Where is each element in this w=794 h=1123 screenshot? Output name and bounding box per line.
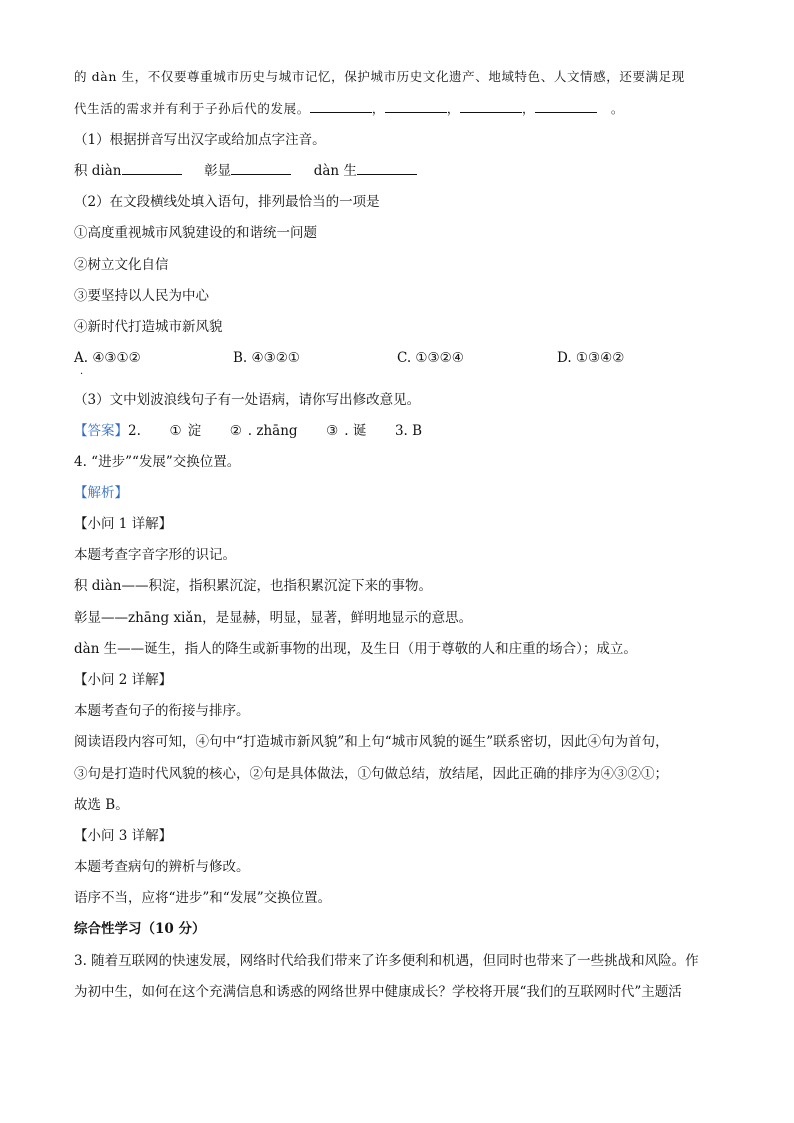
question-3-prompt: （3）文中划波浪线句子有一处语病，请你写出修改意见。 [74,392,421,408]
answer-line-2: 4. “进步”“发展”交换位置。 [74,454,241,470]
option-d[interactable]: D. ①③④② [557,350,625,366]
sub3-line-1: 本题考查病句的辨析与修改。 [74,859,250,875]
question-1-items [74,162,417,180]
sentence-2: ②树立文化自信 [74,257,169,273]
question-1-prompt: （1）根据拼音写出汉字或给加点字注音。 [74,132,326,148]
option-b[interactable]: B. ④③②① [233,350,300,366]
analysis-label: 【解析】 [74,485,128,501]
sub1-line-3: 彰显——zhāng xiǎn，是显赫，明显，显著，鲜明地显示的意思。 [74,610,473,626]
item-1: 积 diàn [74,163,122,179]
section-paragraph-line-1: 3. 随着互联网的快速发展，网络时代给我们带来了许多便利和机遇，但同时也带来了一些挑战和风险。作 [74,953,699,969]
answer-4: 3. B [394,423,423,439]
sub-question-3-title: 【小问 3 详解】 [74,828,173,844]
sub2-line-4: 故选 B。 [74,797,129,813]
answer-line [74,422,422,440]
sub2-line-3: ③句是打造时代风貌的核心，②句是具体做法，①句做总结，放结尾，因此正确的排序为④③②①； [74,766,668,782]
item-3-blank[interactable] [357,162,417,175]
paragraph-continuation-line-1: 的 dàn 生，不仅要尊重城市历史与城市记忆，保护城市历史文化遗产、地域特色、人文情感，还要满足现 [74,69,685,84]
sub1-line-4: dàn 生——诞生，指人的降生或新事物的出现，及生日（用于尊敬的人和庄重的场合）；成立。 [74,641,637,657]
sentence-1: ①高度重视城市风貌建设的和谐统一问题 [74,225,317,241]
answer-blank[interactable] [460,100,522,113]
section-paragraph-line-2: 为初中生，如何在这个充满信息和诱惑的网络世界中健康成长？学校将开展“我们的互联网时代”主题活 [74,984,682,1000]
sub2-line-2: 阅读语段内容可知，④句中“打造城市新风貌”和上句“城市风貌的诞生”联系密切，因此④句为首句， [74,734,669,750]
answer-1: 淀 [187,423,202,439]
paragraph-continuation-line-2: 代生活的需求并有利于子孙后代的发展。 ， ， ， 。 [74,101,624,116]
answer-2: . zhāng [247,423,298,439]
item-2: 彰显 [204,163,232,179]
item-3-pinyin: dàn [313,163,340,179]
answer-mark-2: ② [229,423,242,439]
item-3-char: 生 [343,163,357,179]
sub1-line-1: 本题考查字音字形的识记。 [74,547,236,563]
answer-blank[interactable] [310,100,372,113]
answer-mark-1: ① [169,423,182,439]
question-2-prompt: （2）在文段横线处填入语句，排列最恰当的一项是 [74,194,380,210]
answer-mark-3: ③ [326,423,339,439]
sub3-line-2: 语序不当，应将“进步”和“发展”交换位置。 [74,890,332,906]
section-title: 综合性学习（10 分） [74,921,206,937]
sub1-line-2: 积 diàn——积淀，指积累沉淀，也指积累沉淀下来的事物。 [74,578,432,594]
answer-3: . 诞 [344,423,367,439]
item-2-blank[interactable] [231,162,291,175]
item-1-blank[interactable] [122,162,182,175]
answer-blank[interactable] [535,100,597,113]
answer-label: 【答案】 [74,423,128,439]
sub-question-2-title: 【小问 2 详解】 [74,672,173,688]
sentence-3: ③要坚持以人民为中心 [74,288,209,304]
option-a[interactable]: A. ④③①② [74,350,141,366]
sub-question-1-title: 【小问 1 详解】 [74,516,173,532]
emphasis-dot: · [80,369,84,380]
answer-blank[interactable] [385,100,447,113]
option-c[interactable]: C. ①③②④ [397,350,464,366]
period: 。 [610,101,624,116]
sentence-4: ④新时代打造城市新风貌 [74,319,223,335]
answer-number: 2. [128,423,141,439]
paragraph-text: 代生活的需求并有利于子孙后代的发展。 [74,101,310,116]
sub2-line-1: 本题考查句子的衔接与排序。 [74,703,250,719]
